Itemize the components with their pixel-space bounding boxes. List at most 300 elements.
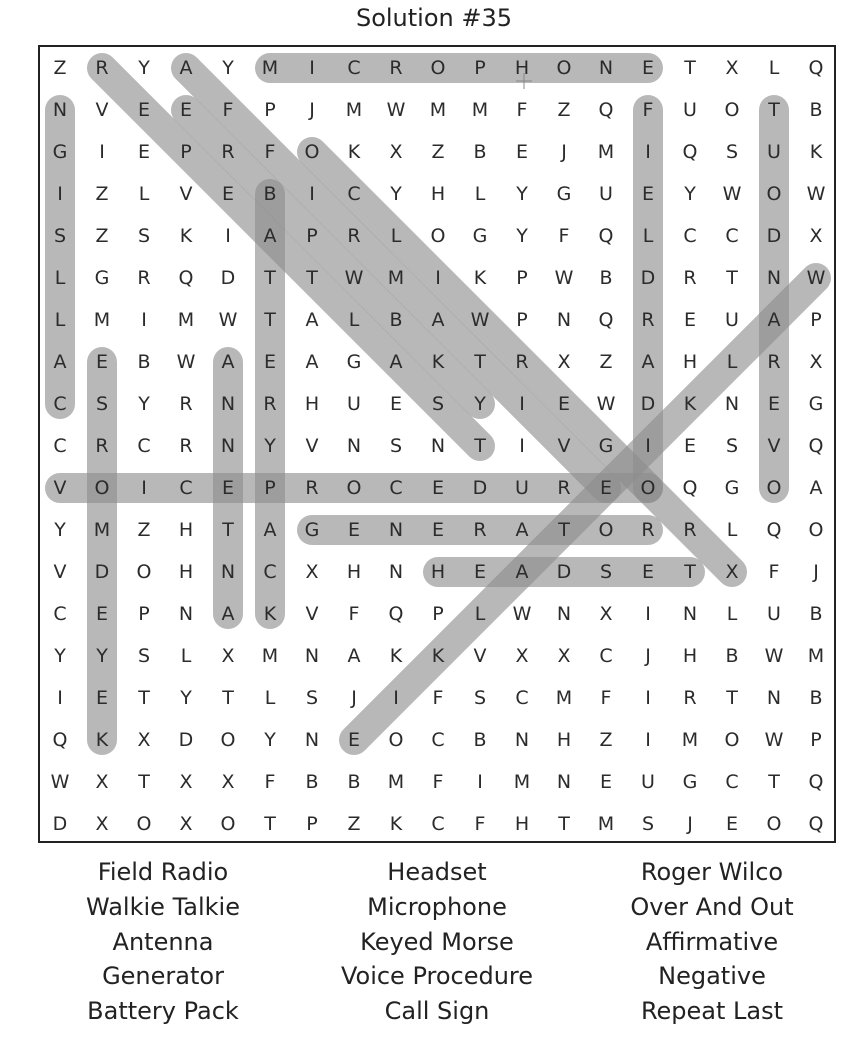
grid-cell[interactable]: M [387, 267, 405, 289]
grid-cell[interactable]: P [138, 603, 150, 625]
grid-cell[interactable]: A [179, 57, 193, 79]
grid-cell[interactable]: Y [516, 183, 528, 205]
grid-cell[interactable]: E [683, 435, 697, 457]
grid-cell[interactable]: M [93, 519, 111, 541]
grid-cell[interactable]: N [388, 561, 404, 583]
grid-cell[interactable]: Q [52, 729, 68, 751]
grid-cell[interactable]: J [687, 813, 693, 835]
grid-cell[interactable]: T [726, 267, 738, 289]
grid-cell[interactable]: V [557, 435, 571, 457]
grid-cell[interactable]: B [347, 771, 361, 793]
grid-cell[interactable]: O [346, 477, 362, 499]
grid-cell[interactable]: J [561, 141, 567, 163]
grid-cell[interactable]: V [767, 435, 781, 457]
grid-cell[interactable]: L [474, 603, 486, 625]
grid-cell[interactable]: G [472, 225, 488, 247]
grid-cell[interactable]: R [347, 225, 361, 247]
grid-cell[interactable]: R [221, 141, 235, 163]
grid-cell[interactable]: F [432, 771, 444, 793]
grid-cell[interactable]: C [347, 57, 361, 79]
grid-cell[interactable]: H [514, 57, 530, 79]
grid-cell[interactable]: V [95, 99, 109, 121]
grid-cell[interactable]: O [766, 813, 782, 835]
grid-cell[interactable]: O [430, 225, 446, 247]
grid-cell[interactable]: V [473, 645, 487, 667]
grid-cell[interactable]: E [725, 813, 739, 835]
grid-cell[interactable]: V [53, 477, 67, 499]
grid-cell[interactable]: W [386, 99, 406, 121]
grid-cell[interactable]: B [263, 183, 277, 205]
grid-cell[interactable]: E [641, 561, 655, 583]
grid-cell[interactable]: H [556, 729, 572, 751]
grid-cell[interactable]: Q [388, 603, 404, 625]
grid-cell[interactable]: Y [264, 435, 276, 457]
grid-cell[interactable]: X [557, 351, 571, 373]
grid-cell[interactable]: V [305, 603, 319, 625]
grid-cell[interactable]: E [179, 99, 193, 121]
grid-cell[interactable]: N [304, 645, 320, 667]
grid-cell[interactable]: R [557, 477, 571, 499]
grid-cell[interactable]: B [389, 309, 403, 331]
grid-cell[interactable]: L [768, 57, 780, 79]
grid-cell[interactable]: O [136, 561, 152, 583]
grid-cell[interactable]: Z [599, 351, 613, 373]
grid-cell[interactable]: R [683, 687, 697, 709]
grid-cell[interactable]: W [554, 267, 574, 289]
grid-cell[interactable]: I [519, 393, 525, 415]
grid-cell[interactable]: E [221, 183, 235, 205]
grid-cell[interactable]: Q [808, 771, 824, 793]
grid-cell[interactable]: F [432, 687, 444, 709]
grid-cell[interactable]: A [347, 645, 361, 667]
grid-cell[interactable]: L [180, 645, 192, 667]
grid-cell[interactable]: A [305, 309, 319, 331]
grid-cell[interactable]: X [725, 561, 739, 583]
grid-cell[interactable]: K [473, 267, 487, 289]
grid-cell[interactable]: I [57, 183, 63, 205]
grid-cell[interactable]: S [473, 687, 487, 709]
grid-cell[interactable]: I [393, 687, 399, 709]
grid-cell[interactable]: E [137, 141, 151, 163]
grid-cell[interactable]: M [345, 99, 363, 121]
grid-cell[interactable]: I [435, 267, 441, 289]
grid-cell[interactable]: G [598, 435, 614, 457]
grid-cell[interactable]: L [726, 519, 738, 541]
grid-cell[interactable]: C [599, 645, 613, 667]
grid-cell[interactable]: W [596, 393, 616, 415]
grid-cell[interactable]: O [724, 729, 740, 751]
grid-cell[interactable]: B [473, 729, 487, 751]
grid-cell[interactable]: C [431, 813, 445, 835]
grid-cell[interactable]: I [645, 687, 651, 709]
grid-cell[interactable]: P [264, 477, 276, 499]
grid-cell[interactable]: Q [598, 225, 614, 247]
grid-cell[interactable]: R [389, 57, 403, 79]
grid-cell[interactable]: M [597, 141, 615, 163]
grid-cell[interactable]: Q [598, 309, 614, 331]
grid-cell[interactable]: O [724, 99, 740, 121]
grid-cell[interactable]: F [222, 99, 234, 121]
grid-cell[interactable]: Q [682, 141, 698, 163]
grid-cell[interactable]: M [597, 813, 615, 835]
grid-cell[interactable]: P [264, 99, 276, 121]
grid-cell[interactable]: O [388, 729, 404, 751]
grid-cell[interactable]: F [600, 687, 612, 709]
grid-cell[interactable]: I [141, 309, 147, 331]
grid-cell[interactable]: T [222, 687, 234, 709]
grid-cell[interactable]: Y [138, 393, 150, 415]
grid-cell[interactable]: M [261, 645, 279, 667]
grid-cell[interactable]: E [95, 687, 109, 709]
grid-cell[interactable]: N [556, 771, 572, 793]
grid-cell[interactable]: T [684, 57, 696, 79]
grid-cell[interactable]: T [222, 519, 234, 541]
grid-cell[interactable]: U [599, 183, 613, 205]
grid-cell[interactable]: E [263, 351, 277, 373]
grid-cell[interactable]: X [599, 603, 613, 625]
grid-cell[interactable]: U [767, 141, 781, 163]
grid-cell[interactable]: Z [347, 813, 361, 835]
grid-cell[interactable]: S [95, 393, 109, 415]
grid-cell[interactable]: C [53, 435, 67, 457]
grid-cell[interactable]: A [515, 519, 529, 541]
grid-cell[interactable]: H [430, 561, 446, 583]
grid-cell[interactable]: R [641, 309, 655, 331]
grid-cell[interactable]: P [306, 813, 318, 835]
grid-cell[interactable]: O [304, 141, 320, 163]
grid-cell[interactable]: N [766, 267, 782, 289]
grid-cell[interactable]: V [53, 561, 67, 583]
grid-cell[interactable]: O [556, 57, 572, 79]
grid-cell[interactable]: T [474, 351, 486, 373]
grid-cell[interactable]: H [304, 393, 320, 415]
grid-cell[interactable]: Y [684, 183, 696, 205]
grid-cell[interactable]: L [138, 183, 150, 205]
grid-cell[interactable]: X [221, 645, 235, 667]
grid-cell[interactable]: G [724, 477, 740, 499]
grid-cell[interactable]: C [725, 225, 739, 247]
grid-cell[interactable]: O [808, 519, 824, 541]
grid-cell[interactable]: T [306, 267, 318, 289]
grid-cell[interactable]: S [431, 393, 445, 415]
grid-cell[interactable]: W [512, 603, 532, 625]
grid-cell[interactable]: J [309, 99, 315, 121]
grid-cell[interactable]: Y [138, 57, 150, 79]
grid-cell[interactable]: R [305, 477, 319, 499]
grid-cell[interactable]: P [432, 603, 444, 625]
grid-cell[interactable]: G [808, 393, 824, 415]
grid-cell[interactable]: I [141, 477, 147, 499]
grid-cell[interactable]: Z [599, 729, 613, 751]
grid-cell[interactable]: U [515, 477, 529, 499]
grid-cell[interactable]: T [264, 813, 276, 835]
grid-cell[interactable]: L [264, 687, 276, 709]
grid-cell[interactable]: I [99, 141, 105, 163]
grid-cell[interactable]: H [346, 561, 362, 583]
grid-cell[interactable]: I [477, 771, 483, 793]
grid-cell[interactable]: O [766, 477, 782, 499]
grid-cell[interactable]: E [641, 183, 655, 205]
grid-cell[interactable]: F [642, 99, 654, 121]
grid-cell[interactable]: M [177, 309, 195, 331]
grid-cell[interactable]: X [809, 351, 823, 373]
grid-cell[interactable]: R [179, 435, 193, 457]
grid-cell[interactable]: O [598, 519, 614, 541]
grid-cell[interactable]: N [724, 393, 740, 415]
grid-cell[interactable]: P [474, 57, 486, 79]
grid-cell[interactable]: M [555, 687, 573, 709]
grid-cell[interactable]: N [682, 603, 698, 625]
grid-cell[interactable]: N [304, 729, 320, 751]
grid-cell[interactable]: C [137, 435, 151, 457]
grid-cell[interactable]: F [558, 225, 570, 247]
grid-cell[interactable]: R [263, 393, 277, 415]
grid-cell[interactable]: Q [808, 435, 824, 457]
grid-cell[interactable]: W [176, 351, 196, 373]
grid-cell[interactable]: N [220, 435, 236, 457]
grid-cell[interactable]: A [221, 603, 235, 625]
grid-cell[interactable]: N [556, 309, 572, 331]
grid-cell[interactable]: X [137, 729, 151, 751]
grid-cell[interactable]: R [683, 267, 697, 289]
grid-cell[interactable]: S [599, 561, 613, 583]
grid-cell[interactable]: H [178, 561, 194, 583]
grid-cell[interactable]: B [809, 603, 823, 625]
grid-cell[interactable]: N [220, 561, 236, 583]
grid-cell[interactable]: M [387, 771, 405, 793]
grid-cell[interactable]: A [515, 561, 529, 583]
grid-cell[interactable]: C [263, 561, 277, 583]
grid-cell[interactable]: E [347, 519, 361, 541]
grid-cell[interactable]: J [351, 687, 357, 709]
grid-cell[interactable]: T [684, 561, 696, 583]
grid-cell[interactable]: I [645, 603, 651, 625]
grid-cell[interactable]: A [809, 477, 823, 499]
grid-cell[interactable]: X [179, 813, 193, 835]
grid-cell[interactable]: Z [431, 141, 445, 163]
grid-cell[interactable]: J [645, 645, 651, 667]
grid-cell[interactable]: L [726, 351, 738, 373]
grid-cell[interactable]: M [807, 645, 825, 667]
grid-cell[interactable]: K [809, 141, 823, 163]
grid-cell[interactable]: E [683, 309, 697, 331]
grid-cell[interactable]: R [515, 351, 529, 373]
grid-cell[interactable]: N [766, 687, 782, 709]
grid-cell[interactable]: T [726, 687, 738, 709]
grid-cell[interactable]: E [221, 477, 235, 499]
grid-cell[interactable]: N [388, 519, 404, 541]
grid-cell[interactable]: S [725, 435, 739, 457]
grid-cell[interactable]: Z [95, 183, 109, 205]
grid-cell[interactable]: Y [264, 729, 276, 751]
grid-cell[interactable]: E [767, 393, 781, 415]
grid-cell[interactable]: L [726, 603, 738, 625]
grid-cell[interactable]: N [598, 57, 614, 79]
grid-cell[interactable]: N [346, 435, 362, 457]
grid-cell[interactable]: A [53, 351, 67, 373]
grid-cell[interactable]: G [94, 267, 110, 289]
grid-cell[interactable]: G [52, 141, 68, 163]
grid-cell[interactable]: L [54, 267, 66, 289]
grid-cell[interactable]: A [431, 309, 445, 331]
grid-cell[interactable]: B [137, 351, 151, 373]
grid-cell[interactable]: K [179, 225, 193, 247]
grid-cell[interactable]: J [813, 561, 819, 583]
grid-cell[interactable]: B [809, 99, 823, 121]
grid-cell[interactable]: W [50, 771, 70, 793]
grid-cell[interactable]: O [94, 477, 110, 499]
grid-cell[interactable]: W [806, 267, 826, 289]
grid-cell[interactable]: I [57, 687, 63, 709]
grid-cell[interactable]: E [431, 477, 445, 499]
grid-cell[interactable]: X [557, 645, 571, 667]
grid-cell[interactable]: N [178, 603, 194, 625]
grid-cell[interactable]: E [95, 603, 109, 625]
grid-cell[interactable]: C [389, 477, 403, 499]
grid-cell[interactable]: X [95, 771, 109, 793]
grid-cell[interactable]: F [264, 141, 276, 163]
grid-cell[interactable]: Q [808, 57, 824, 79]
grid-cell[interactable]: A [221, 351, 235, 373]
grid-cell[interactable]: A [389, 351, 403, 373]
grid-cell[interactable]: I [309, 57, 315, 79]
grid-cell[interactable]: Z [557, 99, 571, 121]
grid-cell[interactable]: P [516, 267, 528, 289]
grid-cell[interactable]: M [429, 99, 447, 121]
grid-cell[interactable]: K [263, 603, 277, 625]
grid-cell[interactable]: P [306, 225, 318, 247]
grid-cell[interactable]: C [431, 729, 445, 751]
grid-cell[interactable]: H [682, 351, 698, 373]
grid-cell[interactable]: N [52, 99, 68, 121]
grid-cell[interactable]: O [136, 813, 152, 835]
grid-cell[interactable]: E [515, 141, 529, 163]
grid-cell[interactable]: Y [54, 645, 66, 667]
grid-cell[interactable]: A [263, 225, 277, 247]
grid-cell[interactable]: E [599, 477, 613, 499]
grid-cell[interactable]: X [809, 225, 823, 247]
grid-cell[interactable]: D [178, 729, 194, 751]
grid-cell[interactable]: B [599, 267, 613, 289]
grid-cell[interactable]: Y [222, 57, 234, 79]
grid-cell[interactable]: N [430, 435, 446, 457]
grid-cell[interactable]: U [347, 393, 361, 415]
grid-cell[interactable]: T [264, 267, 276, 289]
grid-cell[interactable]: K [389, 645, 403, 667]
grid-cell[interactable]: A [305, 351, 319, 373]
grid-cell[interactable]: Y [390, 183, 402, 205]
grid-cell[interactable]: D [640, 267, 656, 289]
grid-cell[interactable]: R [683, 519, 697, 541]
grid-cell[interactable]: I [645, 435, 651, 457]
grid-cell[interactable]: S [305, 687, 319, 709]
grid-cell[interactable]: R [95, 57, 109, 79]
grid-cell[interactable]: W [470, 309, 490, 331]
grid-cell[interactable]: Q [598, 99, 614, 121]
grid-cell[interactable]: X [389, 141, 403, 163]
grid-cell[interactable]: Z [53, 57, 67, 79]
grid-cell[interactable]: K [389, 813, 403, 835]
grid-cell[interactable]: C [725, 771, 739, 793]
grid-cell[interactable]: T [138, 771, 150, 793]
grid-cell[interactable]: I [309, 183, 315, 205]
grid-cell[interactable]: G [346, 351, 362, 373]
grid-cell[interactable]: A [641, 351, 655, 373]
grid-cell[interactable]: Q [682, 477, 698, 499]
grid-cell[interactable]: U [683, 99, 697, 121]
grid-cell[interactable]: K [431, 645, 445, 667]
grid-cell[interactable]: T [558, 813, 570, 835]
grid-cell[interactable]: T [138, 687, 150, 709]
grid-cell[interactable]: F [474, 813, 486, 835]
grid-cell[interactable]: C [683, 225, 697, 247]
grid-cell[interactable]: R [95, 435, 109, 457]
grid-cell[interactable]: C [53, 603, 67, 625]
grid-cell[interactable]: K [95, 729, 109, 751]
grid-cell[interactable]: O [766, 183, 782, 205]
grid-cell[interactable]: A [767, 309, 781, 331]
grid-cell[interactable]: E [599, 771, 613, 793]
grid-cell[interactable]: M [261, 57, 279, 79]
grid-cell[interactable]: Z [95, 225, 109, 247]
grid-cell[interactable]: W [764, 729, 784, 751]
grid-cell[interactable]: U [767, 603, 781, 625]
grid-cell[interactable]: L [474, 183, 486, 205]
grid-cell[interactable]: F [264, 771, 276, 793]
grid-cell[interactable]: X [179, 771, 193, 793]
grid-cell[interactable]: I [645, 141, 651, 163]
grid-cell[interactable]: E [137, 99, 151, 121]
grid-cell[interactable]: E [557, 393, 571, 415]
grid-cell[interactable]: Y [180, 687, 192, 709]
grid-cell[interactable]: H [430, 183, 446, 205]
grid-cell[interactable]: T [474, 435, 486, 457]
grid-cell[interactable]: Y [516, 225, 528, 247]
grid-cell[interactable]: N [220, 393, 236, 415]
grid-cell[interactable]: D [640, 393, 656, 415]
grid-cell[interactable]: H [514, 813, 530, 835]
grid-cell[interactable]: P [180, 141, 192, 163]
grid-cell[interactable]: Z [137, 519, 151, 541]
grid-cell[interactable]: A [263, 519, 277, 541]
grid-cell[interactable]: R [641, 519, 655, 541]
grid-cell[interactable]: P [810, 729, 822, 751]
grid-cell[interactable]: V [305, 435, 319, 457]
grid-cell[interactable]: C [53, 393, 67, 415]
grid-cell[interactable]: P [810, 309, 822, 331]
grid-cell[interactable]: E [473, 561, 487, 583]
grid-cell[interactable]: U [641, 771, 655, 793]
grid-cell[interactable]: O [220, 729, 236, 751]
grid-cell[interactable]: O [640, 477, 656, 499]
grid-cell[interactable]: Q [766, 519, 782, 541]
grid-cell[interactable]: D [556, 561, 572, 583]
grid-cell[interactable]: S [641, 813, 655, 835]
grid-cell[interactable]: O [430, 57, 446, 79]
grid-cell[interactable]: X [221, 771, 235, 793]
grid-cell[interactable]: W [344, 267, 364, 289]
grid-cell[interactable]: X [725, 57, 739, 79]
grid-cell[interactable]: G [304, 519, 320, 541]
grid-cell[interactable]: L [642, 225, 654, 247]
grid-cell[interactable]: B [725, 645, 739, 667]
grid-cell[interactable]: S [725, 141, 739, 163]
grid-cell[interactable]: O [220, 813, 236, 835]
grid-cell[interactable]: M [93, 309, 111, 331]
grid-cell[interactable]: G [682, 771, 698, 793]
grid-cell[interactable]: E [641, 57, 655, 79]
grid-cell[interactable]: F [348, 603, 360, 625]
